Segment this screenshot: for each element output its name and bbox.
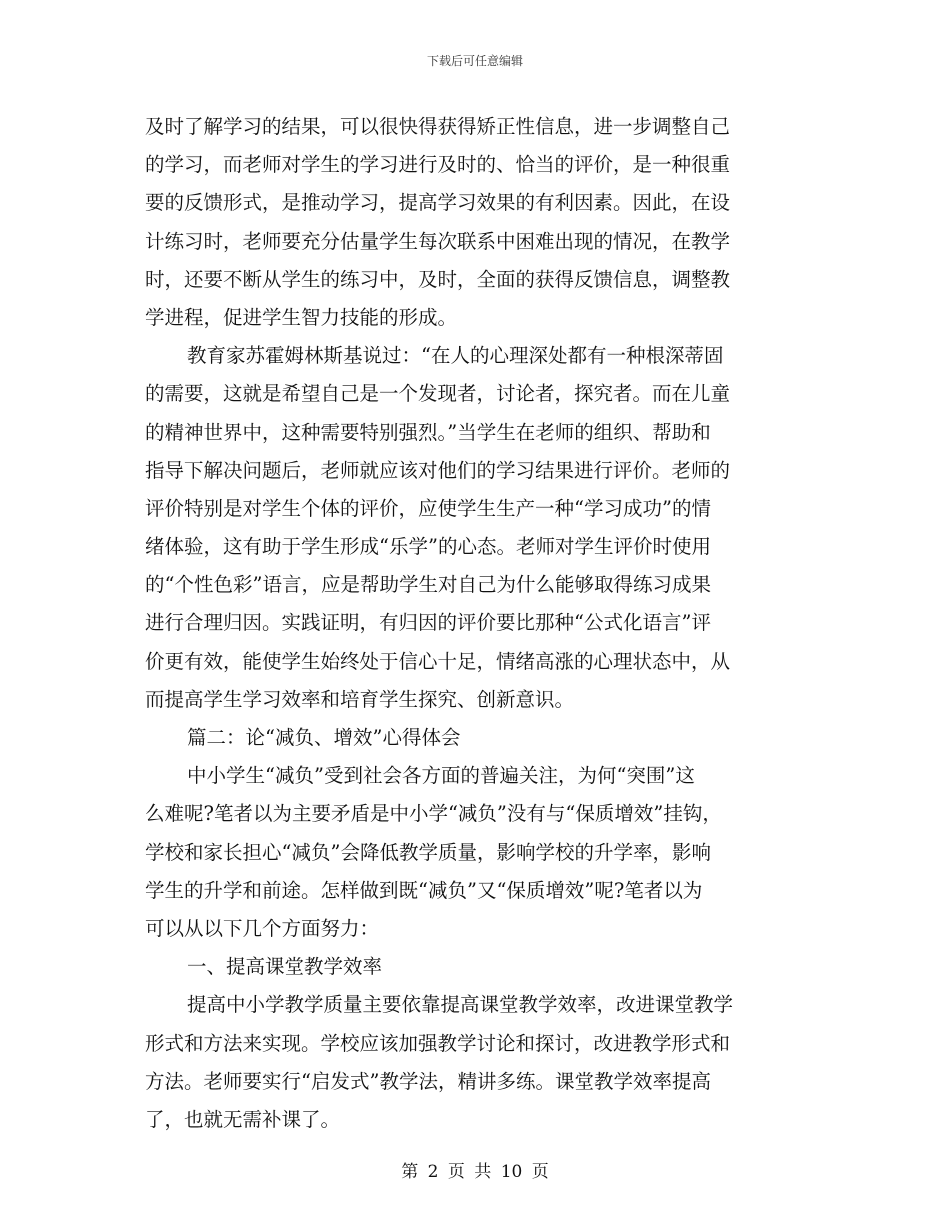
text-line: 绪体验，这有助于学生形成“乐学”的心态。老师对学生评价时使用 bbox=[145, 535, 711, 559]
text-line: 学生的升学和前途。怎样做到既“减负”又“保质增效”呢?笔者以为 bbox=[145, 878, 703, 902]
text-line: 指导下解决问题后，老师就应该对他们的学习结果进行评价。老师的 bbox=[145, 458, 731, 482]
text-line: 及时了解学习的结果，可以很快得获得矫正性信息，进一步调整自己 bbox=[145, 115, 731, 138]
text-line: 的需要，这就是希望自己是一个发现者，讨论者，探究者。而在儿童 bbox=[145, 382, 731, 406]
text-line: 计练习时，老师要充分估量学生每次联系中困难出现的情况，在教学 bbox=[145, 229, 731, 253]
page-header: 下载后可任意编辑 bbox=[426, 54, 523, 68]
text-line: 形式和方法来实现。学校应该加强教学讨论和探讨，改进教学形式和 bbox=[145, 1031, 731, 1055]
page-footer: 第 2 页 共 10 页 bbox=[401, 1162, 549, 1182]
text-line: 评价特别是对学生个体的评价，应使学生生产一种“学习成功”的情 bbox=[145, 496, 711, 520]
text-line: 学校和家长担心“减负”会降低教学质量，影响学校的升学率，影响 bbox=[145, 840, 711, 864]
text-line: 教育家苏霍姆林斯基说过：“在人的心理深处都有一种根深蒂固 bbox=[187, 344, 724, 368]
text-line: 一、提高课堂教学效率 bbox=[187, 955, 383, 979]
text-line: 的精神世界中，这种需要特别强烈。”当学生在老师的组织、帮助和 bbox=[145, 420, 711, 444]
text-line: 篇二：论“减负、增效”心得体会 bbox=[187, 726, 461, 749]
text-line: 可以从以下几个方面努力： bbox=[145, 916, 380, 940]
document-body bbox=[145, 108, 805, 1139]
text-line: 么难呢?笔者以为主要矛盾是中小学“减负”没有与“保质增效”挂钩， bbox=[145, 802, 722, 826]
text-line: 价更有效，能使学生始终处于信心十足，情绪高涨的心理状态中，从 bbox=[145, 649, 731, 673]
text-line: 中小学生“减负”受到社会各方面的普遍关注，为何“突围”这 bbox=[187, 764, 695, 788]
text-line: 提高中小学教学质量主要依靠提高课堂教学效率，改进课堂教学 bbox=[187, 993, 734, 1017]
text-line: 学进程，促进学生智力技能的形成。 bbox=[145, 305, 458, 329]
text-line: 的“个性色彩”语言，应是帮助学生对自己为什么能够取得练习成果 bbox=[145, 573, 711, 597]
text-line: 时，还要不断从学生的练习中，及时，全面的获得反馈信息，调整教 bbox=[145, 267, 731, 291]
text-line: 要的反馈形式，是推动学习，提高学习效果的有利因素。因此，在设 bbox=[145, 191, 731, 215]
text-line: 而提高学生学习效率和培育学生探究、创新意识。 bbox=[145, 687, 575, 711]
text-line: 进行合理归因。实践证明，有归因的评价要比那种“公式化语言”评 bbox=[145, 611, 711, 635]
text-line: 的学习，而老师对学生的学习进行及时的、恰当的评价，是一种很重 bbox=[145, 153, 731, 177]
text-line: 方法。老师要实行“启发式”教学法，精讲多练。课堂教学效率提高 bbox=[145, 1069, 711, 1093]
text-line: 了，也就无需补课了。 bbox=[145, 1107, 341, 1131]
